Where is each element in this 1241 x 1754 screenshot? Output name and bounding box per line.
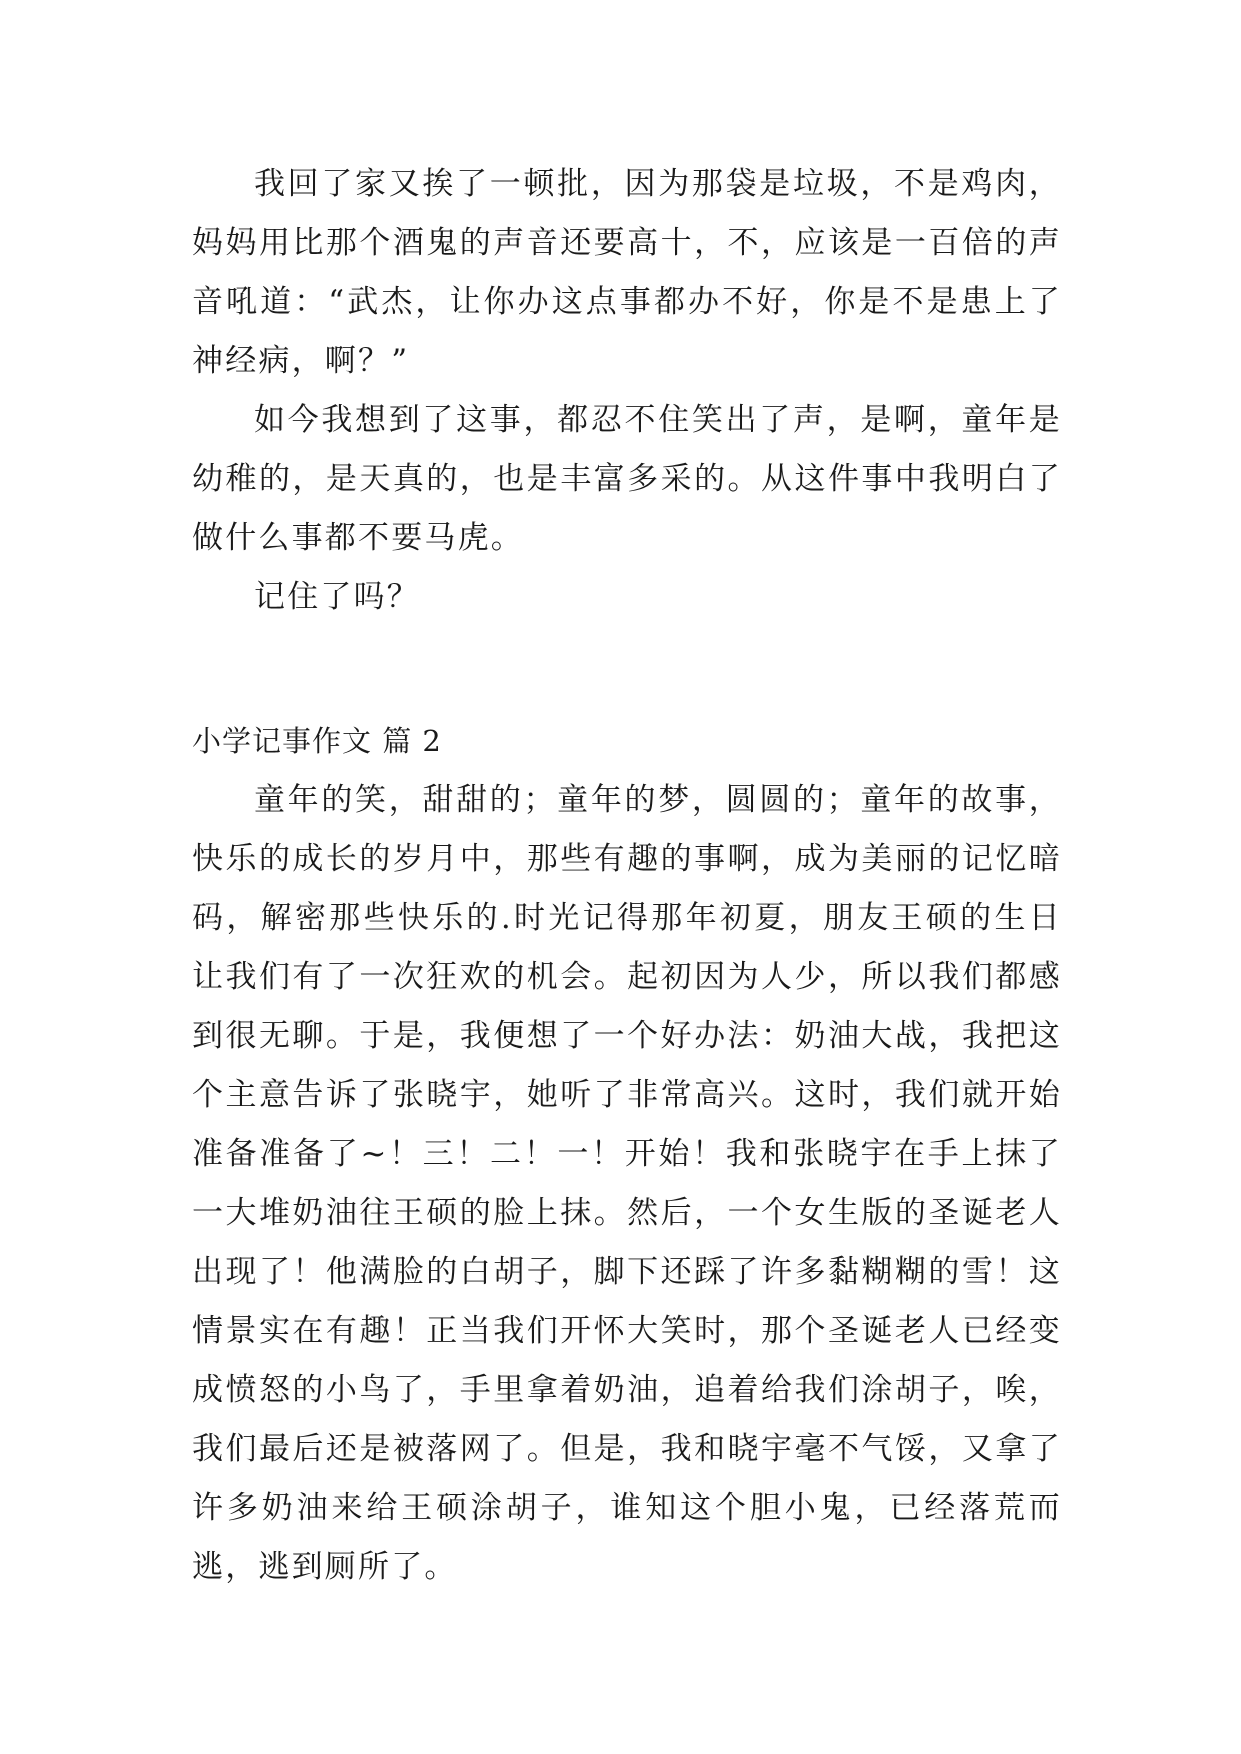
- section-gap: [192, 627, 1062, 712]
- paragraph: 童年的笑，甜甜的；童年的梦，圆圆的；童年的故事，快乐的成长的岁月中，那些有趣的事啊，成为美丽的记忆暗码，解密那些快乐的.时光记得那年初夏，朋友王硕的生日让我们有了一次狂欢的机会。起初因为人少，所以我们都感到很无聊。于是，我便想了一个好办法：奶油大战，我把这个主意告诉了张晓宇，她听了非常高兴。这时，我们就开始准备准备了~！三！二！一！开始！我和张晓宇在手上抹了一大堆奶油往王硕的脸上抹。然后，一个女生版的圣诞老人出现了！他满脸的白胡子，脚下还踩了许多黏糊糊的雪！这情景实在有趣！正当我们开怀大笑时，那个圣诞老人已经变成愤怒的小鸟了，手里拿着奶油，追着给我们涂胡子，唉，我们最后还是被落网了。但是，我和晓宇毫不气馁，又拿了许多奶油来给王硕涂胡子，谁知这个胆小鬼，已经落荒而逃，逃到厕所了。: [192, 782, 1062, 1585]
- paragraph: 如今我想到了这事，都忍不住笑出了声，是啊，童年是幼稚的，是天真的，也是丰富多采的。从这件事中我明白了做什么事都不要马虎。: [192, 402, 1062, 556]
- paragraph: 我回了家又挨了一顿批，因为那袋是垃圾，不是鸡肉，妈妈用比那个酒鬼的声音还要高十，不，应该是一百倍的声音吼道：“武杰，让你办这点事都办不好，你是不是患上了神经病，啊？”: [192, 166, 1062, 379]
- document-body: [192, 155, 1062, 1597]
- paragraph: 记住了吗？: [254, 579, 420, 615]
- section-heading: 小学记事作文 篇 2: [192, 724, 442, 758]
